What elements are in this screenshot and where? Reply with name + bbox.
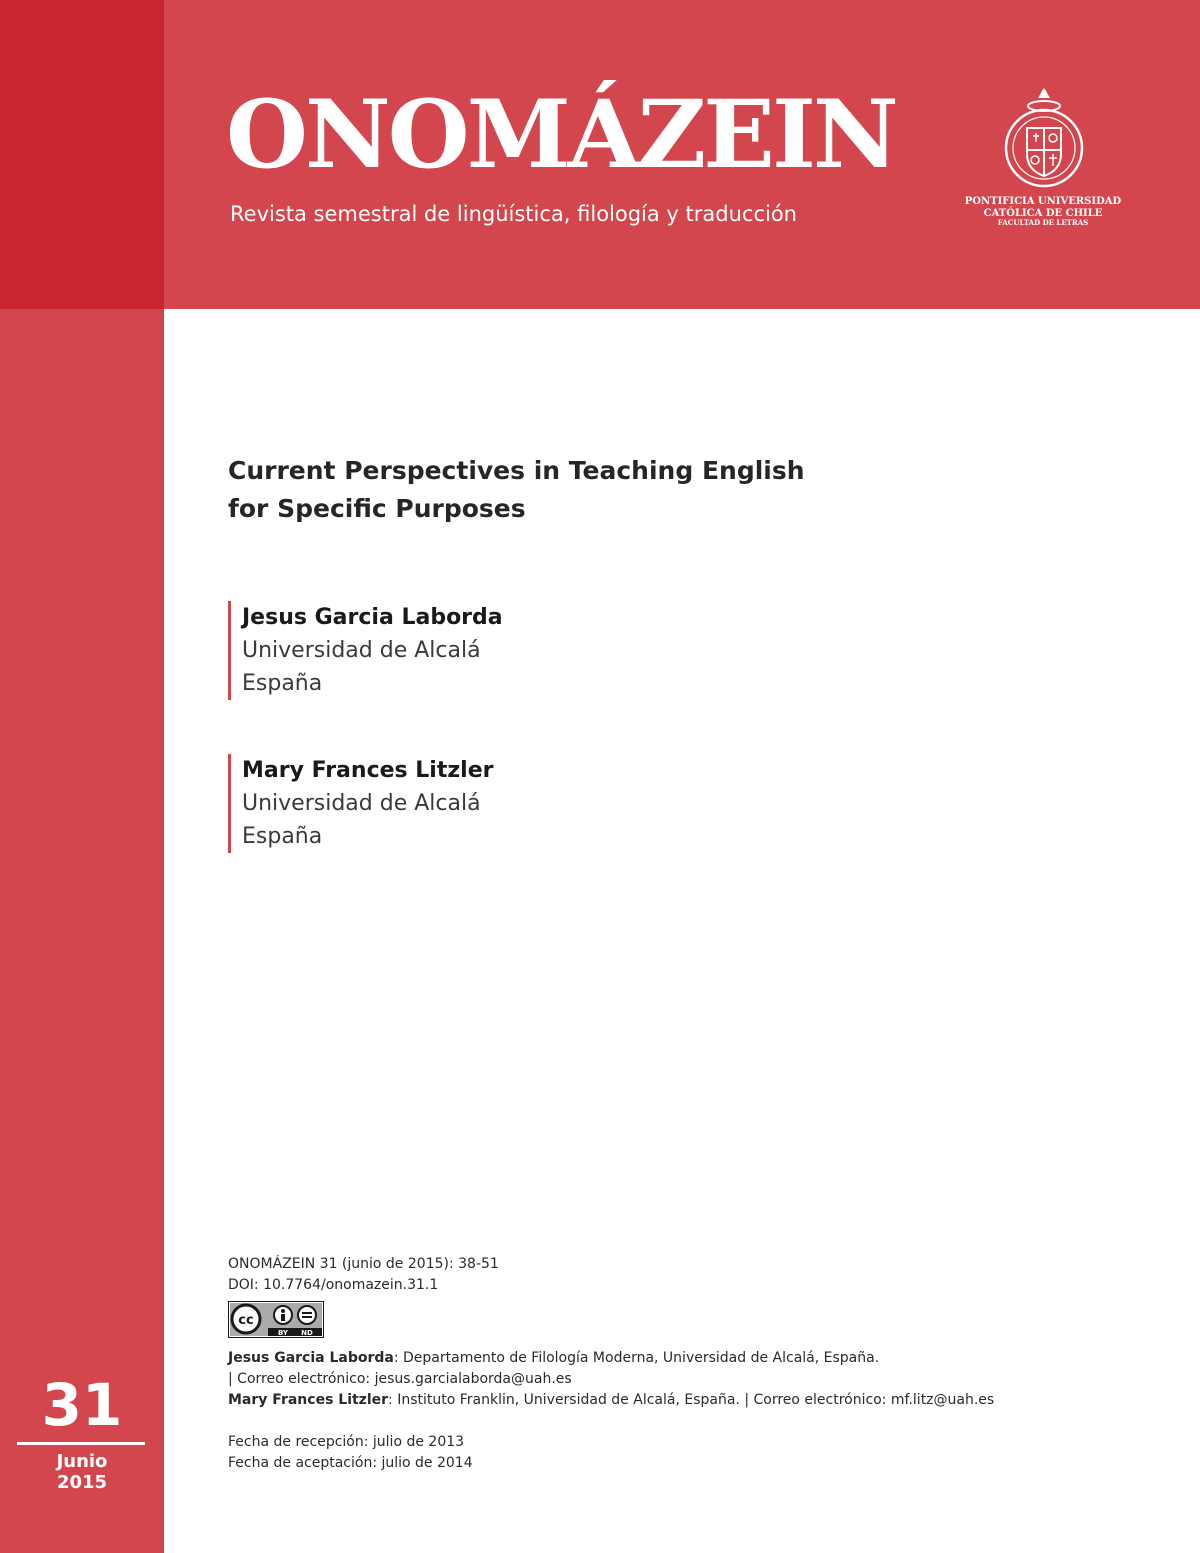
affiliation-department: : Instituto Franklin, Universidad de Alcalá, España. | Correo electrónico: mf.litz@uah.es [388, 1392, 995, 1408]
issue-year: 2015 [56, 1472, 108, 1493]
affiliation-author-2 [228, 1390, 994, 1411]
accepted-date: Fecha de aceptación: julio de 2014 [228, 1455, 473, 1471]
author-country: España [242, 824, 323, 849]
university-name-line2: CATÓLICA DE CHILE [983, 207, 1103, 219]
article-title-line2: for Specific Purposes [228, 494, 526, 523]
article-title [228, 452, 868, 528]
author-block [228, 754, 662, 853]
citation [228, 1254, 499, 1296]
nd-label: ND [301, 1329, 313, 1337]
affiliation-author-name: Jesus Garcia Laborda [228, 1350, 394, 1366]
university-name-line1: PONTIFICIA UNIVERSIDAD [964, 196, 1122, 207]
affiliation-email[interactable]: | Correo electrónico: jesus.garcialaborda@uah.es [228, 1371, 572, 1387]
author-country: España [242, 671, 323, 696]
received-date: Fecha de recepción: julio de 2013 [228, 1434, 465, 1450]
affiliation-author-name: Mary Frances Litzler [228, 1392, 389, 1408]
article-title-line1: Current Perspectives in Teaching English [228, 456, 805, 485]
university-name [950, 196, 1136, 227]
left-bar-top [0, 0, 164, 309]
journal-subtitle: Revista semestral de lingüística, filología y traducción [230, 202, 797, 226]
issue-month: Junio [56, 1451, 108, 1472]
author-name: Mary Frances Litzler [242, 758, 494, 783]
university-seal-icon [1003, 84, 1085, 192]
author-institution: Universidad de Alcalá [242, 638, 481, 663]
issue-number: 31 [41, 1371, 123, 1439]
creative-commons-by-nd-icon[interactable] [228, 1301, 324, 1338]
issue-divider [17, 1442, 145, 1445]
citation-reference: ONOMÁZEIN 31 (junio de 2015): 38-51 [228, 1256, 499, 1272]
cc-label: cc [238, 1313, 254, 1328]
faculty-name: FACULTAD DE LETRAS [997, 218, 1089, 227]
left-bar [0, 309, 164, 1553]
affiliation-author-1 [228, 1348, 994, 1369]
by-label: BY [277, 1329, 289, 1337]
article-dates [228, 1432, 473, 1474]
author-institution: Universidad de Alcalá [242, 791, 481, 816]
doi[interactable]: DOI: 10.7764/onomazein.31.1 [228, 1277, 439, 1293]
author-block [228, 601, 662, 700]
author-affiliations [228, 1348, 994, 1411]
journal-title: ONOMÁZEIN [226, 80, 896, 190]
author-name: Jesus Garcia Laborda [242, 605, 503, 630]
affiliation-department: : Departamento de Filología Moderna, Universidad de Alcalá, España. [393, 1350, 880, 1366]
